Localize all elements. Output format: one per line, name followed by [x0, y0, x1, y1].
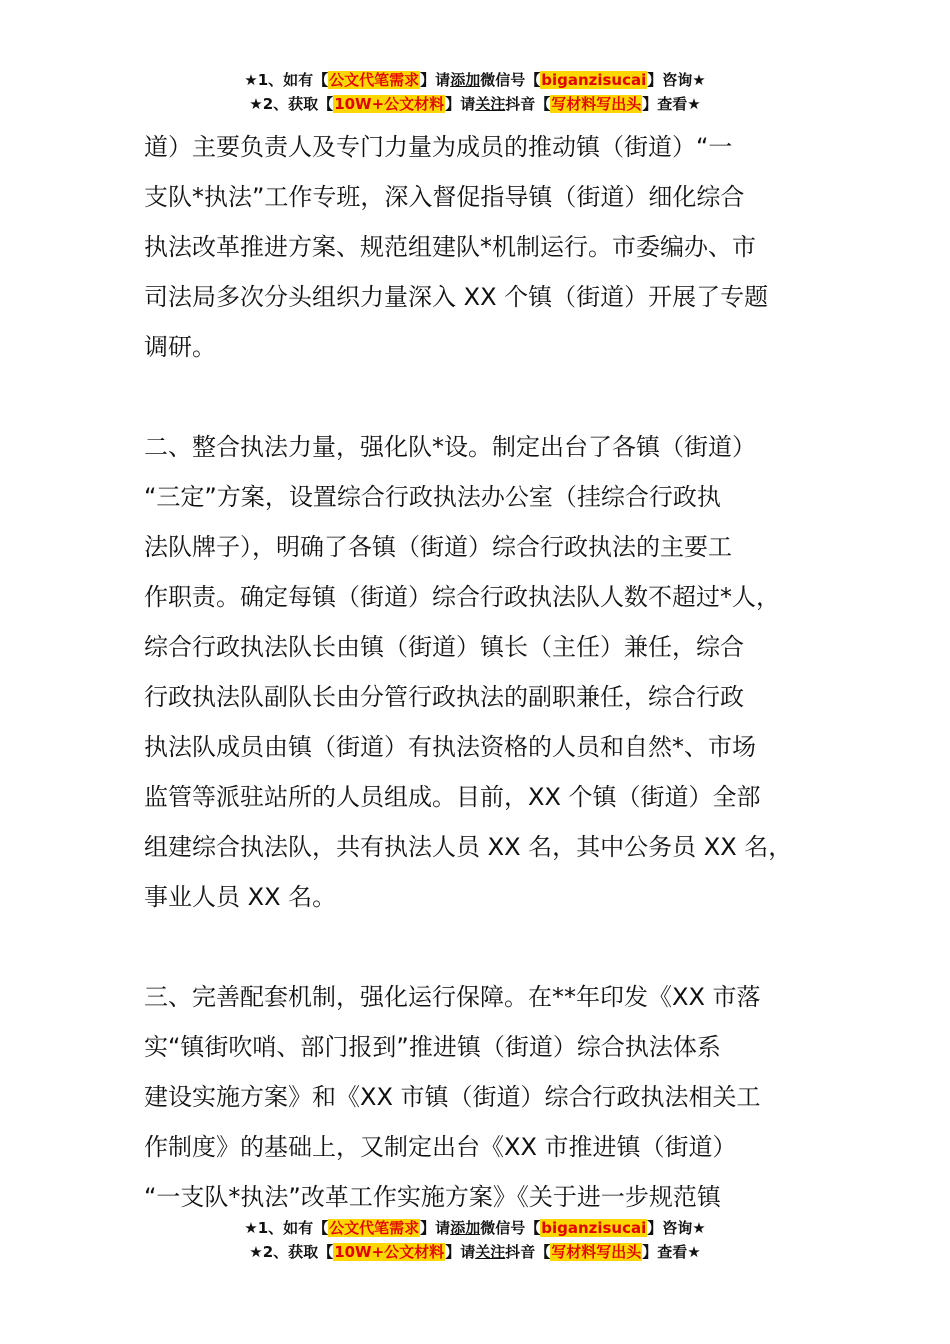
- text-line: 司法局多次分头组织力量深入 XX 个镇（街道）开展了专题: [144, 283, 769, 311]
- text-line: 行政执法队副队长由分管行政执法的副职兼任，综合行政: [144, 683, 744, 711]
- text-line: 建设实施方案》和《XX 市镇（街道）综合行政执法相关工: [144, 1083, 761, 1111]
- paragraph-3: [144, 972, 834, 1222]
- promo-highlight-wechat-id: biganzisucai: [541, 71, 647, 89]
- text-line: 法队牌子），明确了各镇（街道）综合行政执法的主要工: [144, 533, 732, 561]
- promo-underlined: 关注: [475, 1243, 506, 1261]
- promo-highlight-wechat-id: biganzisucai: [541, 1219, 647, 1237]
- text-line: “三定”方案，设置综合行政执法办公室（挂综合行政执: [144, 483, 721, 511]
- promo-underlined: 添加: [450, 1219, 481, 1237]
- promo-highlight: 公文代笔需求: [329, 1219, 420, 1237]
- promo-highlight: 10W+公文材料: [334, 95, 445, 113]
- promo-text: 】请: [420, 1219, 451, 1237]
- promo-highlight: 公文代笔需求: [329, 71, 420, 89]
- text-line: “一支队*执法”改革工作实施方案》《关于进一步规范镇: [144, 1183, 721, 1211]
- promo-text: 】查看★: [642, 95, 701, 113]
- promo-line-2: [0, 1240, 950, 1264]
- promo-text: 】请: [445, 1243, 476, 1261]
- text-line: 综合行政执法队长由镇（街道）镇长（主任）兼任，综合: [144, 633, 744, 661]
- text-line: 作制度》的基础上，又制定出台《XX 市推进镇（街道）: [144, 1133, 737, 1161]
- promo-text: ★1、如有【: [244, 71, 329, 89]
- promo-highlight-douyin: 写材料写出头: [551, 1243, 642, 1261]
- promo-text: ★1、如有【: [244, 1219, 329, 1237]
- promo-text: 】咨询★: [647, 71, 706, 89]
- text-line: 实“镇街吹哨、部门报到”推进镇（街道）综合执法体系: [144, 1033, 721, 1061]
- footer-promo-banner: [0, 1216, 950, 1264]
- promo-text: 抖音【: [505, 95, 551, 113]
- text-line: 执法改革推进方案、规范组建队*机制运行。市委编办、市: [144, 233, 756, 261]
- text-line: 组建综合执法队，共有执法人员 XX 名，其中公务员 XX 名，: [144, 833, 793, 861]
- text-line: 道）主要负责人及专门力量为成员的推动镇（街道）“一: [144, 133, 733, 161]
- promo-underlined: 关注: [475, 95, 506, 113]
- text-line: 执法队成员由镇（街道）有执法资格的人员和自然*、市场: [144, 733, 756, 761]
- document-body: [144, 122, 834, 1222]
- promo-highlight: 10W+公文材料: [334, 1243, 445, 1261]
- promo-text: 微信号【: [480, 71, 541, 89]
- promo-line-2: [0, 92, 950, 116]
- promo-line-1: [0, 1216, 950, 1240]
- text-line: 调研。: [144, 333, 216, 361]
- promo-highlight-douyin: 写材料写出头: [551, 95, 642, 113]
- promo-text: 】请: [420, 71, 451, 89]
- promo-underlined: 添加: [450, 71, 481, 89]
- promo-text: 】请: [445, 95, 476, 113]
- text-line: 支队*执法”工作专班，深入督促指导镇（街道）细化综合: [144, 183, 745, 211]
- promo-text: ★2、获取【: [249, 95, 334, 113]
- text-line: 作职责。确定每镇（街道）综合行政执法队人数不超过*人，: [144, 583, 780, 611]
- text-line: 事业人员 XX 名。: [144, 883, 337, 911]
- paragraph-2: [144, 422, 834, 922]
- promo-text: 抖音【: [505, 1243, 551, 1261]
- header-promo-banner: [0, 68, 950, 116]
- promo-text: ★2、获取【: [249, 1243, 334, 1261]
- promo-text: 微信号【: [480, 1219, 541, 1237]
- text-line: 监管等派驻站所的人员组成。目前，XX 个镇（街道）全部: [144, 783, 761, 811]
- promo-text: 】咨询★: [647, 1219, 706, 1237]
- promo-line-1: [0, 68, 950, 92]
- paragraph-1: [144, 122, 834, 372]
- text-line: 二、整合执法力量，强化队*设。制定出台了各镇（街道）: [144, 433, 756, 461]
- text-line: 三、完善配套机制，强化运行保障。在**年印发《XX 市落: [144, 983, 761, 1011]
- promo-text: 】查看★: [642, 1243, 701, 1261]
